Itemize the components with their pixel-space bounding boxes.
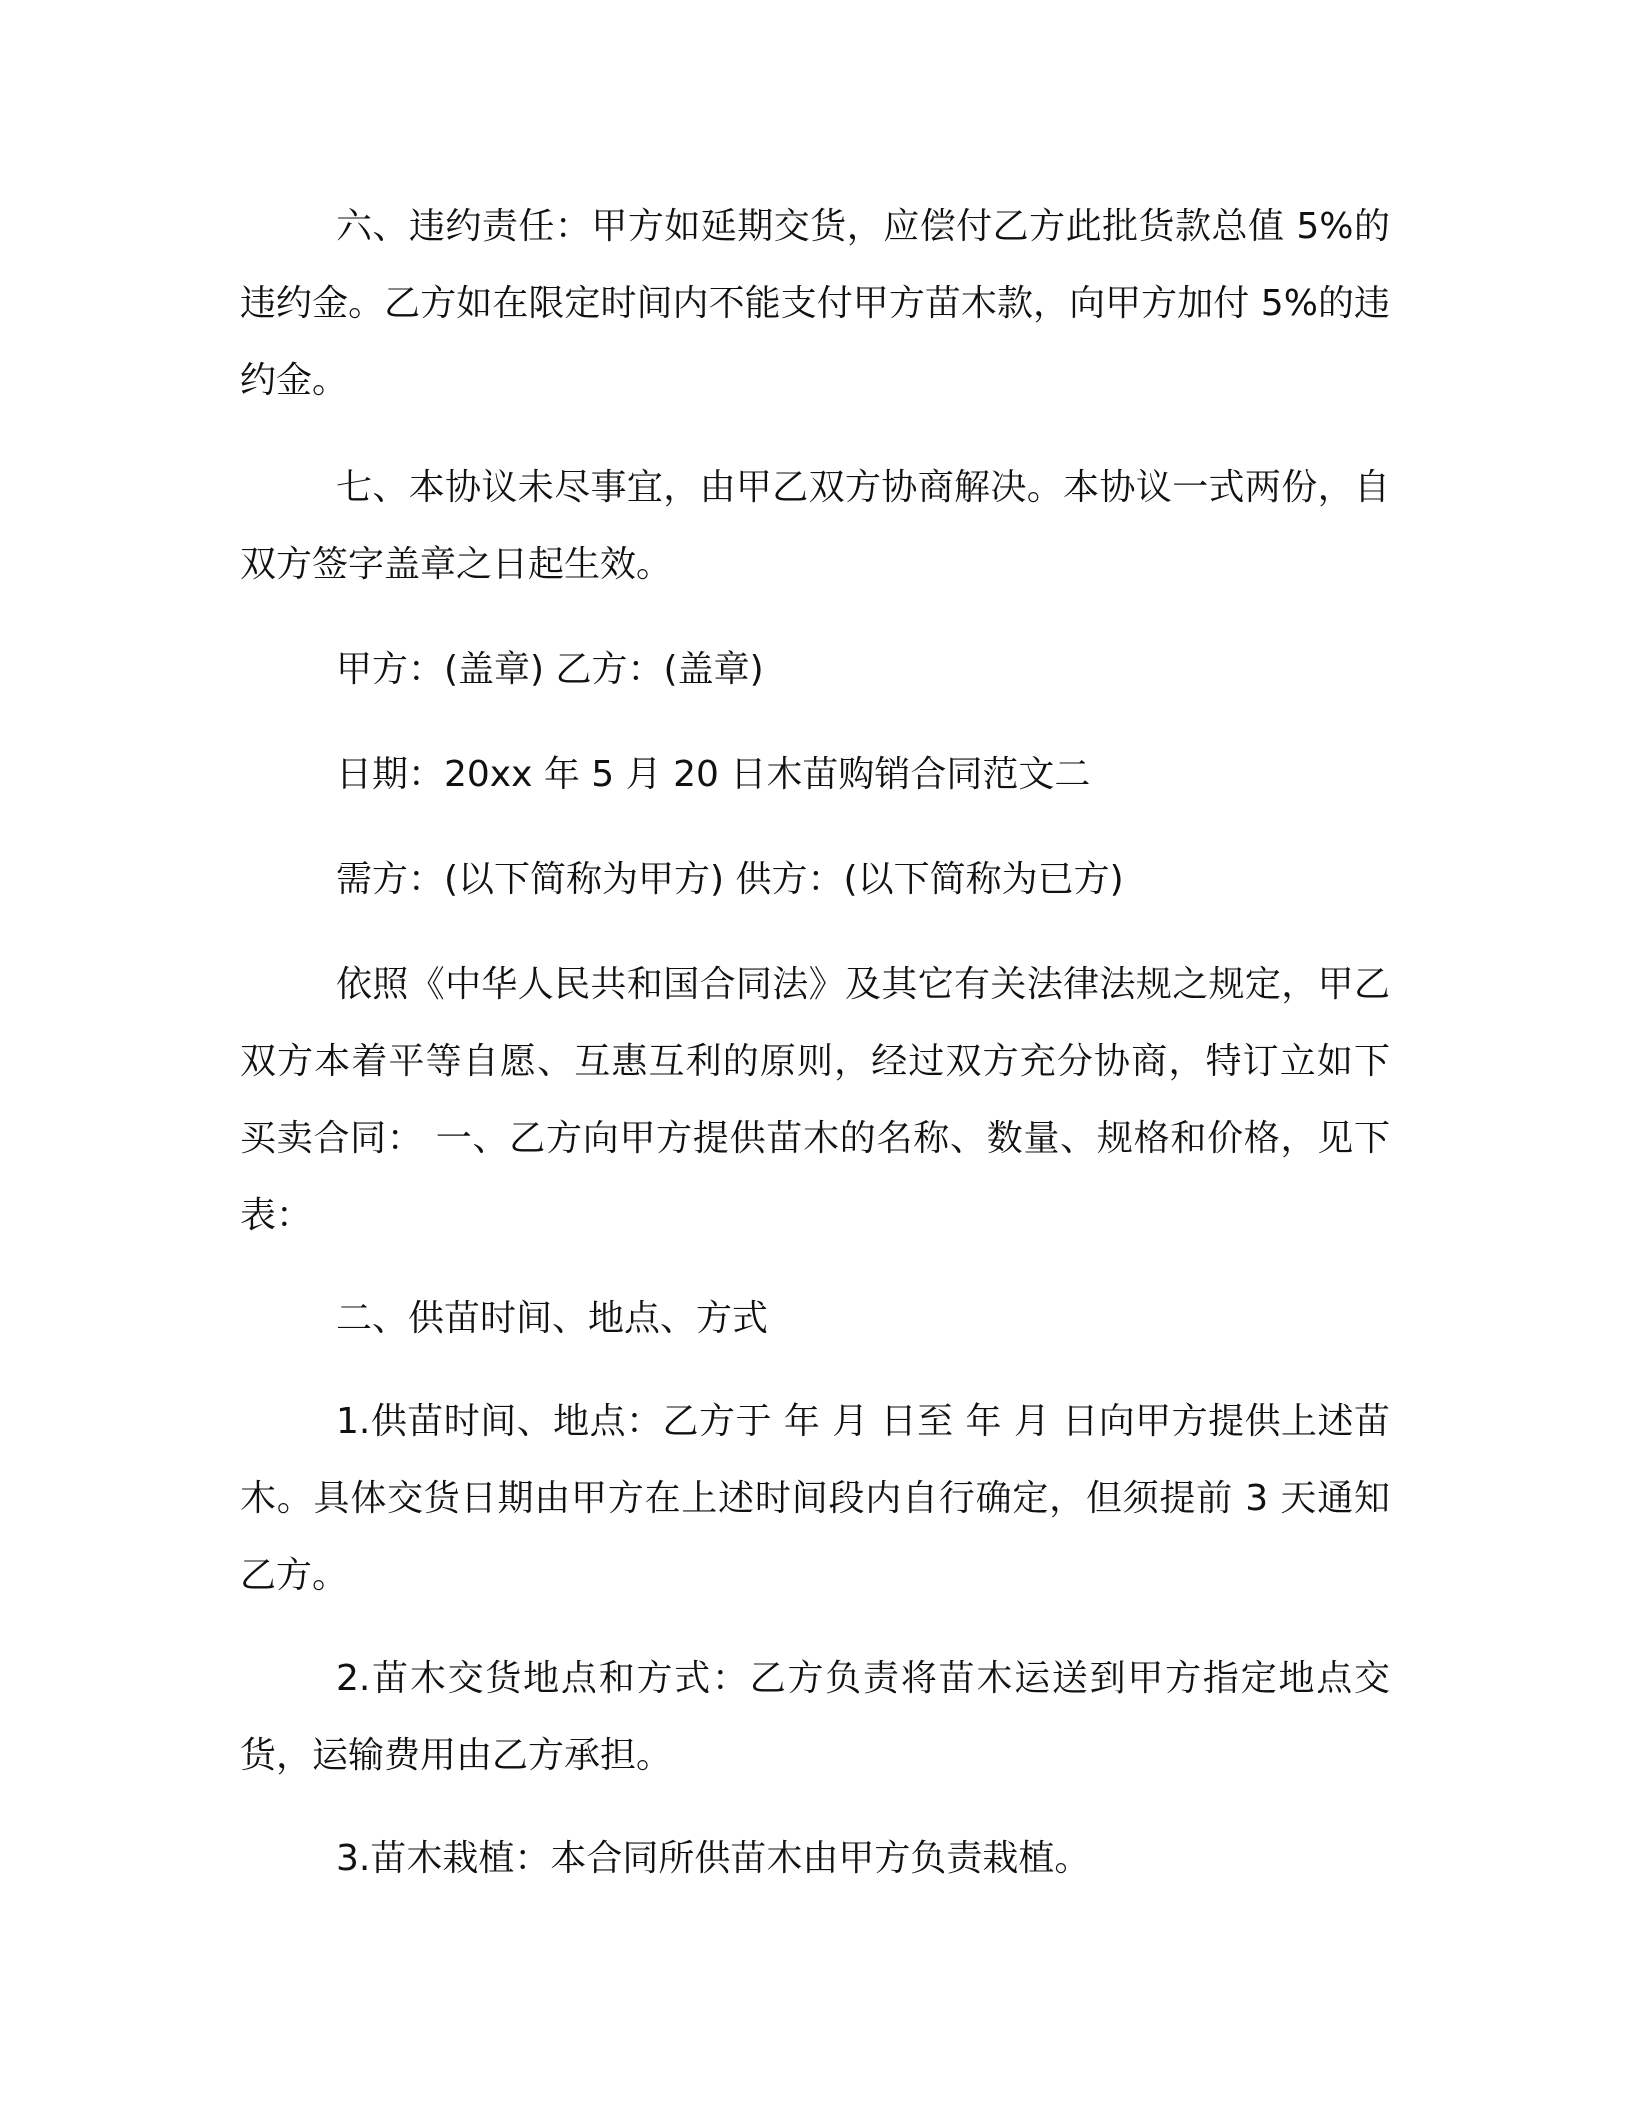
item-planting: 3.苗木栽植：本合同所供苗木由甲方负责栽植。 <box>336 1838 1091 1879</box>
section-two-heading: 二、供苗时间、地点、方式 <box>336 1298 769 1339</box>
date-line: 日期：20xx 年 5 月 20 日木苗购销合同范文二 <box>336 754 1091 795</box>
document-body <box>240 188 1390 1897</box>
clause-six-breach-liability: 六、违约责任：甲方如延期交货，应偿付乙方此批货款总值 5%的违约金。乙方如在限定时间内不能支付甲方苗木款，向甲方加付 5%的违约金。 <box>240 206 1390 401</box>
contract-preamble: 依照《中华人民共和国合同法》及其它有关法律法规之规定，甲乙双方本着平等自愿、互惠互利的原则，经过双方充分协商，特订立如下买卖合同： 一、乙方向甲方提供苗木的名称、数量、规格和价格，见下表： <box>240 964 1390 1236</box>
parties-line: 需方：(以下简称为甲方) 供方：(以下简称为已方) <box>336 859 1124 900</box>
item-supply-time-place: 1.供苗时间、地点：乙方于 年 月 日至 年 月 日向甲方提供上述苗木。具体交货日期由甲方在上述时间段内自行确定，但须提前 3 天通知乙方。 <box>240 1401 1390 1596</box>
signature-line: 甲方：(盖章) 乙方：(盖章) <box>336 649 764 690</box>
item-delivery-method: 2.苗木交货地点和方式：乙方负责将苗木运送到甲方指定地点交货，运输费用由乙方承担。 <box>240 1658 1390 1776</box>
clause-seven-unresolved-matters: 七、本协议未尽事宜，由甲乙双方协商解决。本协议一式两份，自双方签字盖章之日起生效。 <box>240 467 1390 585</box>
